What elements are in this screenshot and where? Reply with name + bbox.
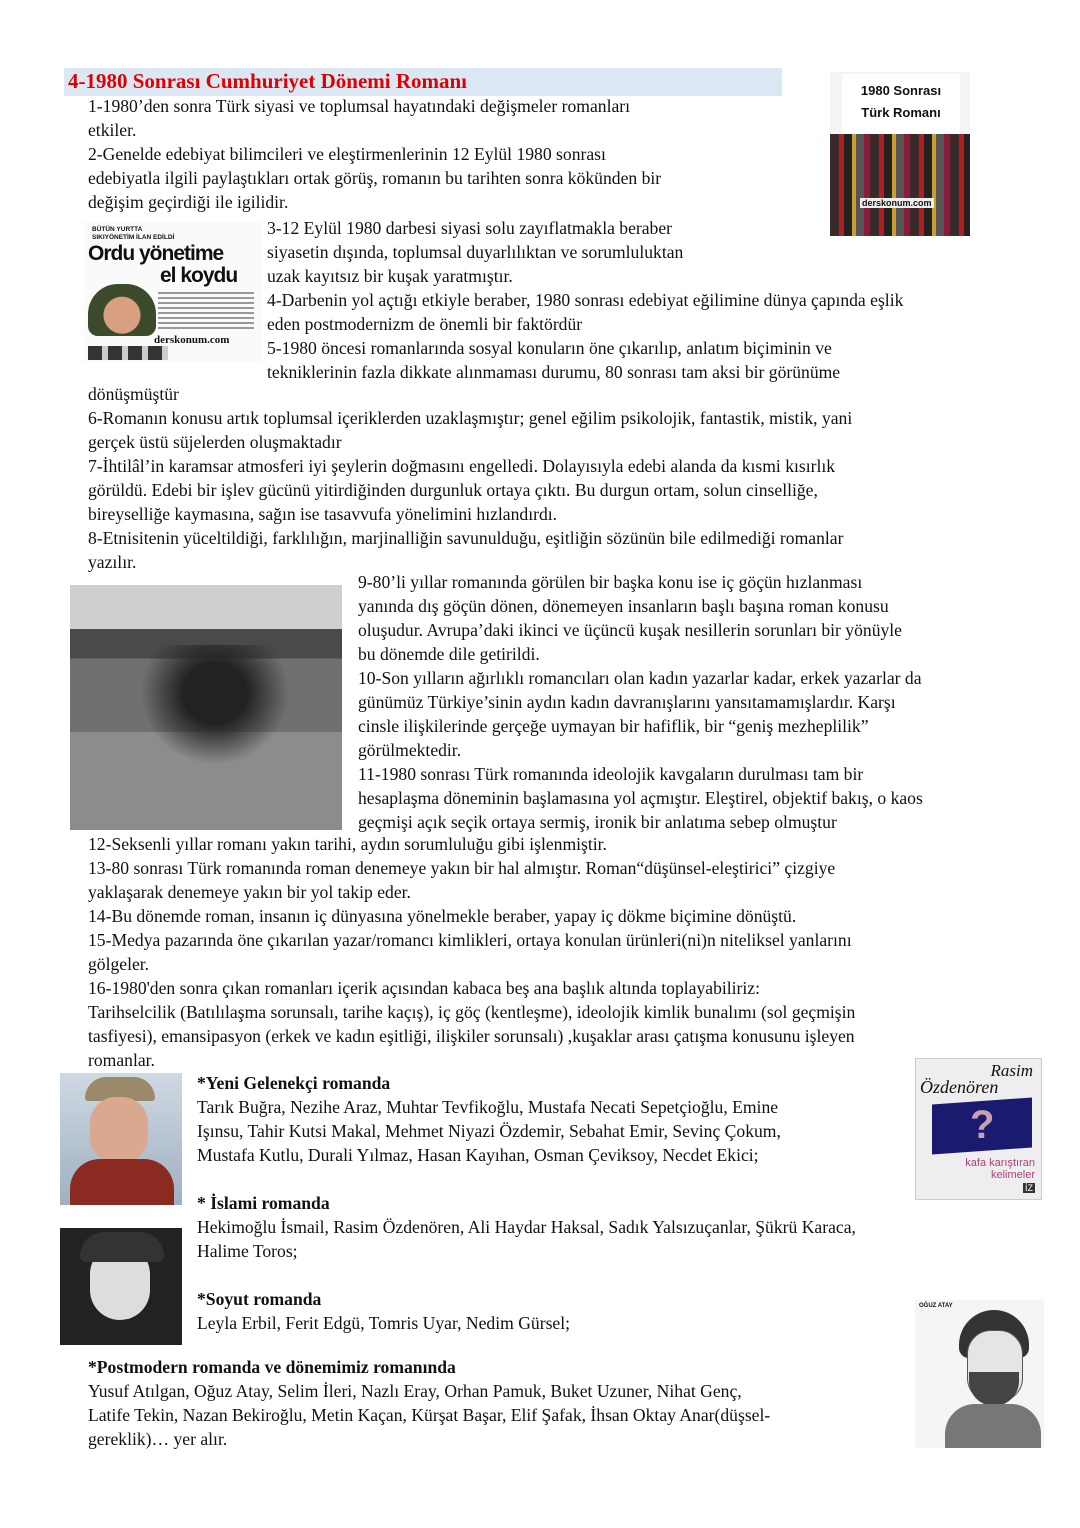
author-list-line: Leyla Erbil, Ferit Edgü, Tomris Uyar, Nedim Gürsel; xyxy=(197,1313,570,1333)
migration-photo xyxy=(70,585,342,830)
author-list-line: Hekimoğlu İsmail, Rasim Özdenören, Ali Haydar Haksal, Sadık Yalsızuçanlar, Şükrü Karaca, xyxy=(197,1217,856,1237)
text-line: günümüz Türkiye’sinin aydın kadın davranışlarını yansıtamamışlardır. Karşı xyxy=(358,692,896,712)
text-line: romanlar. xyxy=(88,1050,155,1070)
collage-site: derskonum.com xyxy=(862,198,932,208)
author-list-line: gereklik)… yer alır. xyxy=(88,1429,228,1449)
text-line: yaklaşarak denemeye yakın bir yol takip eder. xyxy=(88,882,411,902)
category-title: *Yeni Gelenekçi romanda xyxy=(197,1073,391,1093)
text-line: 15-Medya pazarında öne çıkarılan yazar/romancı kimlikleri, ortaya konulan ürünleri(ni)n niteliksel yanlarını xyxy=(88,930,852,950)
book-publisher: İZ xyxy=(1025,1183,1033,1193)
text-line: gerçek üstü süjelerden oluşmaktadır xyxy=(88,432,342,452)
category-title: * İslami romanda xyxy=(197,1193,330,1213)
category-postmodern xyxy=(88,1355,770,1451)
text-line: uzak kayıtsız bir kuşak yaratmıştır. xyxy=(267,266,513,286)
text-block-migration xyxy=(358,571,923,835)
text-line: 1-1980’den sonra Türk siyasi ve toplumsal hayatındaki değişmeler romanları xyxy=(88,96,631,116)
book-author2: Özdenören xyxy=(920,1077,999,1097)
collage-line2: Türk Romanı xyxy=(861,105,941,120)
text-line: 4-Darbenin yol açtığı etkiyle beraber, 1980 sonrası edebiyat eğilimine dünya çapında eşlik xyxy=(267,290,904,310)
author-list-line: Tarık Buğra, Nezihe Araz, Muhtar Tevfikoğlu, Mustafa Necati Sepetçioğlu, Emine xyxy=(197,1097,779,1117)
text-line: tasfiyesi), emansipasyon (erkek ve kadın eşitliği, ilişkiler sorunsalı) ,kuşaklar arası çatışma konusunu işleyen xyxy=(88,1026,855,1046)
text-line: gölgeler. xyxy=(88,954,150,974)
text-line: cinsle ilişkilerinde gerçeğe uymayan bir hafiflik, bir “geniş mezheplilik” xyxy=(358,716,869,736)
text-line: değişim geçirdiği ile igilidir. xyxy=(88,192,289,212)
text-line: 14-Bu dönemde roman, insanın iç dünyasına yönelmekle beraber, yapay iç dökme biçimine dönüştü. xyxy=(88,906,797,926)
text-line: bireyselliğe kaymasına, sağın ise tasavvufa yönelimini hızlandırdı. xyxy=(88,504,558,524)
text-line: 10-Son yılların ağırlıklı romancıları olan kadın yazarlar kadar, erkek yazarlar da xyxy=(358,668,922,688)
newspaper-site: derskonum.com xyxy=(154,334,230,346)
text-line: 16-1980'den sonra çıkan romanları içerik açısından kabaca beş ana başlık altında toplayabiliriz: xyxy=(88,978,760,998)
author-list-line: Halime Toros; xyxy=(197,1241,298,1261)
text-line: yazılır. xyxy=(88,552,137,572)
page-title: 4-1980 Sonrası Cumhuriyet Dönemi Romanı xyxy=(68,69,468,93)
book-author1: Rasim xyxy=(990,1061,1033,1080)
text-line: yanında dış göçün dönen, dönemeyen insanların başlı başına roman konusu xyxy=(358,596,889,616)
text-block-themes xyxy=(88,382,852,574)
text-line: görüldü. Edebi bir işlev gücünü yitirdiğinden durgunluk ortaya çıktı. Bu durgun ortam, solun cinselliğe, xyxy=(88,480,818,500)
author-list-line: Mustafa Kutlu, Durali Yılmaz, Hasan Kayıhan, Osman Çeviksoy, Necdet Ekici; xyxy=(197,1145,759,1165)
category-title: *Postmodern romanda ve dönemimiz romanında xyxy=(88,1357,456,1377)
collage-line1: 1980 Sonrası xyxy=(860,83,942,98)
text-block-later xyxy=(88,833,855,1073)
text-line: tekniklerinin fazla dikkate alınmaması durumu, 80 sonrası tam aksi bir görünüme xyxy=(267,362,841,382)
text-block-coup xyxy=(267,216,903,384)
text-line: dönüşmüştür xyxy=(88,384,179,404)
text-line: 5-1980 öncesi romanlarında sosyal konuların öne çıkarılıp, anlatım biçiminin ve xyxy=(267,338,832,358)
text-line: görülmektedir. xyxy=(358,740,462,760)
author-list-line: Yusuf Atılgan, Oğuz Atay, Selim İleri, Nazlı Eray, Orhan Pamuk, Buket Uzuner, Nihat Genç, xyxy=(88,1381,742,1401)
text-line: 9-80’li yıllar romanında görülen bir başka konu ise iç göçün hızlanması xyxy=(358,572,863,592)
text-line: bu dönemde dile getirildi. xyxy=(358,644,540,664)
text-line: eden postmodernizm de önemli bir faktördür xyxy=(267,314,583,334)
author-list-line: Işınsu, Tahir Kutsi Makal, Mehmet Niyazi Özdemir, Sebahat Emir, Sevinç Çokum, xyxy=(197,1121,781,1141)
text-line: 8-Etnisitenin yüceltildiği, farklılığın, marjinalliğin savunulduğu, eşitliğin sözünün bile edilmediği romanlar xyxy=(88,528,844,548)
title-bar xyxy=(64,68,782,96)
oguz-atay-drawing xyxy=(915,1300,1044,1448)
author-list-line: Latife Tekin, Nazan Bekiroğlu, Metin Kaçan, Kürşat Başar, Elif Şafak, İhsan Oktay Anar(düşsel- xyxy=(88,1405,771,1425)
text-line: 13-80 sonrası Türk romanında roman denemeye yakın bir hal almıştır. Roman“düşünsel-eleştirici” çizgiye xyxy=(88,858,836,878)
text-line: 2-Genelde edebiyat bilimcileri ve eleştirmenlerinin 12 Eylül 1980 sonrası xyxy=(88,144,606,164)
book-cover-image: Rasim Özdenören ? kafa karıştıran kelimeler İZ xyxy=(915,1058,1042,1200)
text-line: 6-Romanın konusu artık toplumsal içeriklerden uzaklaşmıştır; genel eğilim psikolojik, fantastik, mistik, yani xyxy=(88,408,853,428)
category-islami xyxy=(197,1191,856,1263)
category-title: *Soyut romanda xyxy=(197,1289,322,1309)
book-title1: kafa karıştıran xyxy=(965,1157,1035,1169)
text-line: oluşudur. Avrupa’daki ikinci ve üçüncü kuşak nesillerin sorunları bir yönüyle xyxy=(358,620,902,640)
text-line: 11-1980 sonrası Türk romanında ideolojik kavgaların durulması tam bir xyxy=(358,764,864,784)
text-line: geçmişi açık seçik ortaya sermiş, ironik bir anlatıma sebep olmuştur xyxy=(358,812,837,832)
newspaper-image xyxy=(84,222,262,362)
author-portrait-man xyxy=(60,1073,182,1205)
text-line: hesaplaşma döneminin başlamasına yol açmıştır. Eleştirel, objektif bakış, o kaos xyxy=(358,788,923,808)
book-title2: kelimeler xyxy=(990,1169,1035,1181)
text-line: Tarihselcilik (Batılılaşma sorunsalı, tarihe kaçış), iç göç (kentleşme), ideolojik kimlik bunalımı (sol geçmişin xyxy=(88,1002,856,1022)
text-line: edebiyatla ilgili paylaştıkları ortak görüş, romanın bu tarihten sonra kökünden bir xyxy=(88,168,662,188)
text-line: siyasetin dışında, toplumsal duyarlılıktan ve sorumluluktan xyxy=(267,242,684,262)
category-yeni-gelenekci xyxy=(197,1071,781,1167)
newspaper-kicker: BÜTÜN YURTTA SIKIYÖNETİM İLAN EDİLDİ xyxy=(92,226,175,241)
newspaper-headline: Ordu yönetime xyxy=(88,242,224,265)
text-line: 7-İhtilâl’in karamsar atmosferi iyi şeylerin doğmasını engelledi. Dolayısıyla edebi alanda da kısmi kısırlık xyxy=(88,456,836,476)
atay-label: OĞUZ ATAY xyxy=(919,1303,953,1309)
author-portrait-woman xyxy=(60,1228,182,1345)
text-line: 3-12 Eylül 1980 darbesi siyasi solu zayıflatmakla beraber xyxy=(267,218,673,238)
text-block-intro xyxy=(88,94,661,214)
text-line: 12-Seksenli yıllar romanı yakın tarihi, aydın sorumluluğu gibi işlenmiştir. xyxy=(88,834,607,854)
text-line: etkiler. xyxy=(88,120,137,140)
newspaper-headline2: el koydu xyxy=(160,264,238,287)
category-soyut xyxy=(197,1287,570,1335)
book-collage-image xyxy=(830,72,970,236)
